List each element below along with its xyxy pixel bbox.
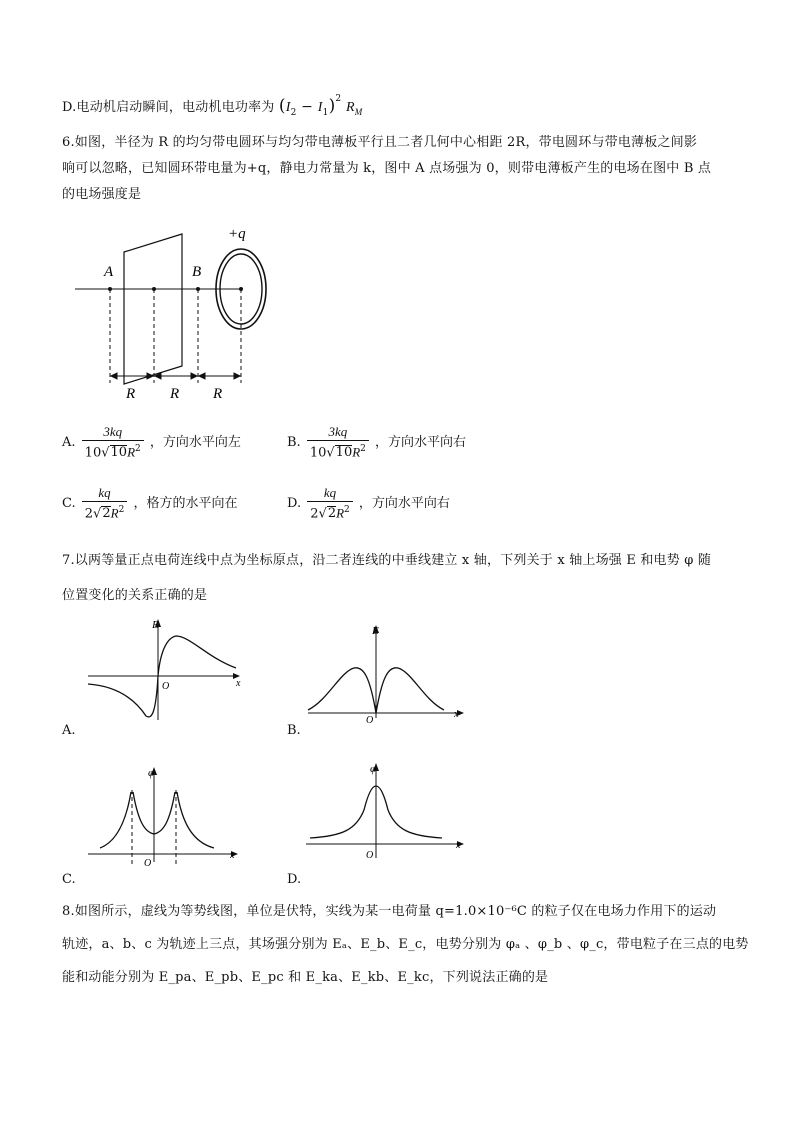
dimension-arrows	[111, 373, 240, 379]
x-label: x	[230, 850, 235, 861]
q7-option-d-letter[interactable]: D.	[287, 872, 302, 887]
q6-option-a[interactable]: A. $\frac{3kq}{10√10R^2}$ ，方向水平向左	[62, 424, 241, 461]
x-label: x	[456, 840, 461, 851]
q7-graph-a	[86, 614, 246, 724]
label-r3: R	[213, 386, 223, 402]
y-label: E	[372, 625, 379, 637]
origin-label: O	[162, 681, 170, 692]
q8-stem-line1: 8.如图所示，虚线为等势线图，单位是伏特，实线为某一电荷量 q=1.0×10⁻⁶C 的粒子仅在电场力作用下的运动	[62, 904, 717, 919]
q6-option-c[interactable]: C. $\frac{kq}{2√2R^2}$ ，格方的水平向在	[62, 485, 238, 522]
label-a: A	[104, 264, 114, 280]
q8-stem-line2: 轨迹，a、b、c 为轨迹上三点，其场强分别为 Eₐ、E_b、E_c，电势分别为 φₐ 、φ_b 、φ_c，带电粒子在三点的电势	[62, 937, 749, 952]
q6-stem-line1: 6.如图，半径为 R 的均匀带电圆环与均匀带电薄板平行且二者几何中心相距 2R，带电圆环与带电薄板之间影	[62, 135, 698, 150]
option-c-fraction: $\frac{kq}{2√2R^2}$	[82, 485, 128, 522]
x-label: x	[454, 709, 459, 720]
y-label: E	[152, 619, 159, 631]
q5-option-d-text: D.电动机启动瞬间，电动机电功率为	[62, 100, 275, 115]
origin-label: O	[144, 858, 152, 869]
q6-stem-line3: 的电场强度是	[62, 187, 142, 202]
label-r2: R	[170, 386, 180, 402]
option-a-fraction: $\frac{3kq}{10√10R^2}$	[82, 424, 144, 461]
curve-c	[100, 792, 214, 848]
q6-stem-line2: 响可以忽略，已知圆环带电量为+q，静电力常量为 k，图中 A 点场强为 0，则带电薄板产生的电场在图中 B 点	[62, 161, 712, 176]
y-label: φ	[370, 763, 377, 775]
q6-option-b[interactable]: B. $\frac{3kq}{10√10R^2}$ ，方向水平向右	[287, 424, 467, 461]
q7-stem-line2: 位置变化的关系正确的是	[62, 588, 208, 603]
q7-graph-c	[86, 762, 246, 872]
q5-option-d	[62, 96, 362, 118]
q6-figure	[70, 220, 280, 405]
label-b: B	[192, 264, 202, 280]
q5-formula: $(I_2 - I_1)^2$ $R_M$	[278, 94, 363, 118]
q8-stem-line3: 能和动能分别为 E_pa、E_pb、E_pc 和 E_ka、E_kb、E_kc，下列说法正确的是	[62, 970, 549, 985]
q7-graph-b	[302, 618, 472, 728]
q7-option-a-letter[interactable]: A.	[62, 723, 76, 738]
origin-label: O	[366, 850, 374, 861]
label-r1: R	[126, 386, 136, 402]
charged-plate	[124, 234, 182, 384]
q6-option-d[interactable]: D. $\frac{kq}{2√2R^2}$ ，方向水平向右	[287, 485, 450, 522]
x-label: x	[236, 678, 241, 689]
option-d-fraction: $\frac{kq}{2√2R^2}$	[307, 485, 353, 522]
origin-label: O	[366, 715, 374, 726]
q7-option-c-letter[interactable]: C.	[62, 872, 76, 887]
q7-option-b-letter[interactable]: B.	[287, 723, 301, 738]
q7-stem-line1: 7.以两等量正点电荷连线中点为坐标原点，沿二者连线的中垂线建立 x 轴，下列关于 x 轴上场强 E 和电势 φ 随	[62, 553, 712, 568]
label-plus-q: +q	[228, 226, 246, 242]
q7-graph-d	[302, 758, 472, 868]
option-b-fraction: $\frac{3kq}{10√10R^2}$	[307, 424, 369, 461]
y-label: φ	[148, 767, 155, 779]
